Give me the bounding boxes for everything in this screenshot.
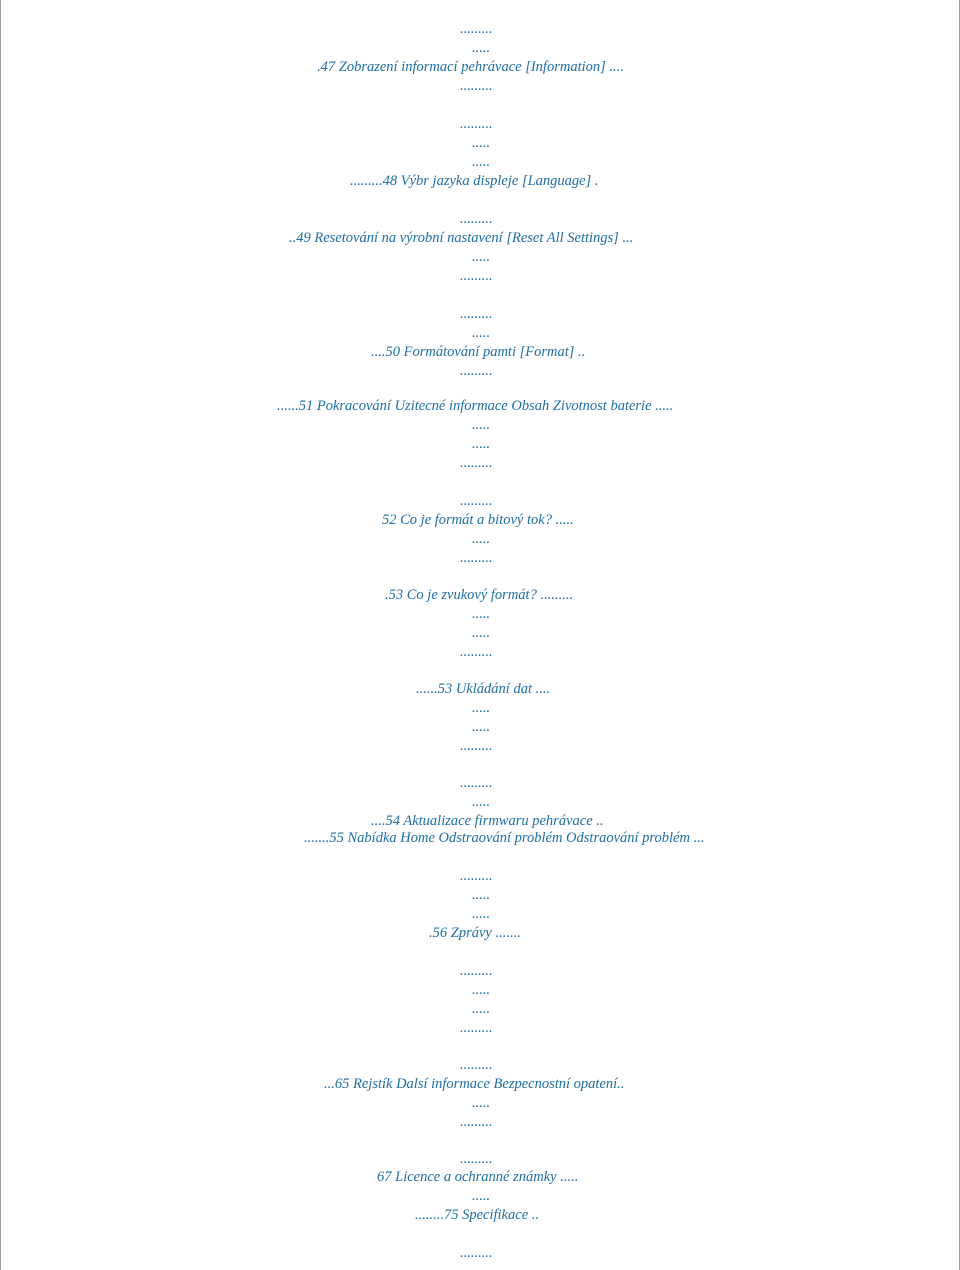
- dot-leader: .........: [460, 21, 493, 37]
- dot-leader: .....: [472, 249, 491, 265]
- dot-leader: .....: [472, 325, 491, 341]
- dot-leader: .....: [472, 531, 491, 547]
- toc-entry-aktualizace-firmwaru[interactable]: ....54 Aktualizace firmwaru pehrávace ..: [371, 813, 604, 829]
- dot-leader: .....: [472, 606, 491, 622]
- dot-leader: .....: [472, 625, 491, 641]
- dot-leader: .........: [460, 1151, 493, 1167]
- toc-entry-zvukovy-format[interactable]: .53 Co je zvukový formát? .........: [385, 587, 574, 603]
- dot-leader: .........: [460, 211, 493, 227]
- dot-leader: .....: [472, 1188, 491, 1204]
- dot-leader: .....: [472, 135, 491, 151]
- toc-entry-language[interactable]: .........48 Výbr jazyka displeje [Language] .: [350, 173, 599, 189]
- toc-entry-pokracovani[interactable]: ......51 Pokracování Uzitecné informace Obsah Zivotnost baterie .....: [277, 398, 674, 414]
- dot-leader: .........: [460, 963, 493, 979]
- dot-leader: .....: [472, 417, 491, 433]
- dot-leader: .........: [460, 1020, 493, 1036]
- toc-entry-ukladani-dat[interactable]: ......53 Ukládání dat ....: [416, 681, 551, 697]
- dot-leader: .....: [472, 906, 491, 922]
- dot-leader: .....: [472, 154, 491, 170]
- toc-entry-reset-all-settings[interactable]: ..49 Resetování na výrobní nastavení [Reset All Settings] ...: [289, 230, 634, 246]
- dot-leader: .........: [460, 868, 493, 884]
- toc-entry-specifikace[interactable]: ........75 Specifikace ..: [415, 1207, 540, 1223]
- dot-leader: .........: [460, 455, 493, 471]
- toc-entry-rejstik[interactable]: ...65 Rejstík Dalsí informace Bezpecnostní opatení..: [324, 1076, 625, 1092]
- toc-entry-zpravy[interactable]: .56 Zprávy .......: [429, 925, 521, 941]
- dot-leader: .........: [460, 775, 493, 791]
- dot-leader: .........: [460, 550, 493, 566]
- dot-leader: .........: [460, 268, 493, 284]
- dot-leader: .....: [472, 1095, 491, 1111]
- dot-leader: .....: [472, 719, 491, 735]
- toc-entry-nabidka-home[interactable]: .......55 Nabídka Home Odstraování problém Odstraování problém ...: [304, 830, 705, 846]
- dot-leader: .....: [472, 700, 491, 716]
- dot-leader: .....: [472, 1001, 491, 1017]
- toc-entry-licence[interactable]: 67 Licence a ochranné známky .....: [377, 1169, 579, 1185]
- dot-leader: .........: [460, 1057, 493, 1073]
- toc-entry-format[interactable]: ....50 Formátování pamti [Format] ..: [371, 344, 586, 360]
- dot-leader: .........: [460, 1245, 493, 1261]
- dot-leader: .........: [460, 306, 493, 322]
- dot-leader: .........: [460, 644, 493, 660]
- toc-entry-format-bitovy-tok[interactable]: 52 Co je formát a bitový tok? .....: [382, 512, 574, 528]
- dot-leader: .....: [472, 436, 491, 452]
- dot-leader: .........: [460, 116, 493, 132]
- dot-leader: .........: [460, 78, 493, 94]
- toc-entry-information[interactable]: .47 Zobrazení informací pehrávace [Information] ....: [317, 59, 624, 75]
- dot-leader: .....: [472, 887, 491, 903]
- dot-leader: .....: [472, 40, 491, 56]
- dot-leader: .........: [460, 363, 493, 379]
- dot-leader: .....: [472, 794, 491, 810]
- dot-leader: .........: [460, 738, 493, 754]
- dot-leader: .....: [472, 982, 491, 998]
- dot-leader: .........: [460, 1114, 493, 1130]
- dot-leader: .........: [460, 493, 493, 509]
